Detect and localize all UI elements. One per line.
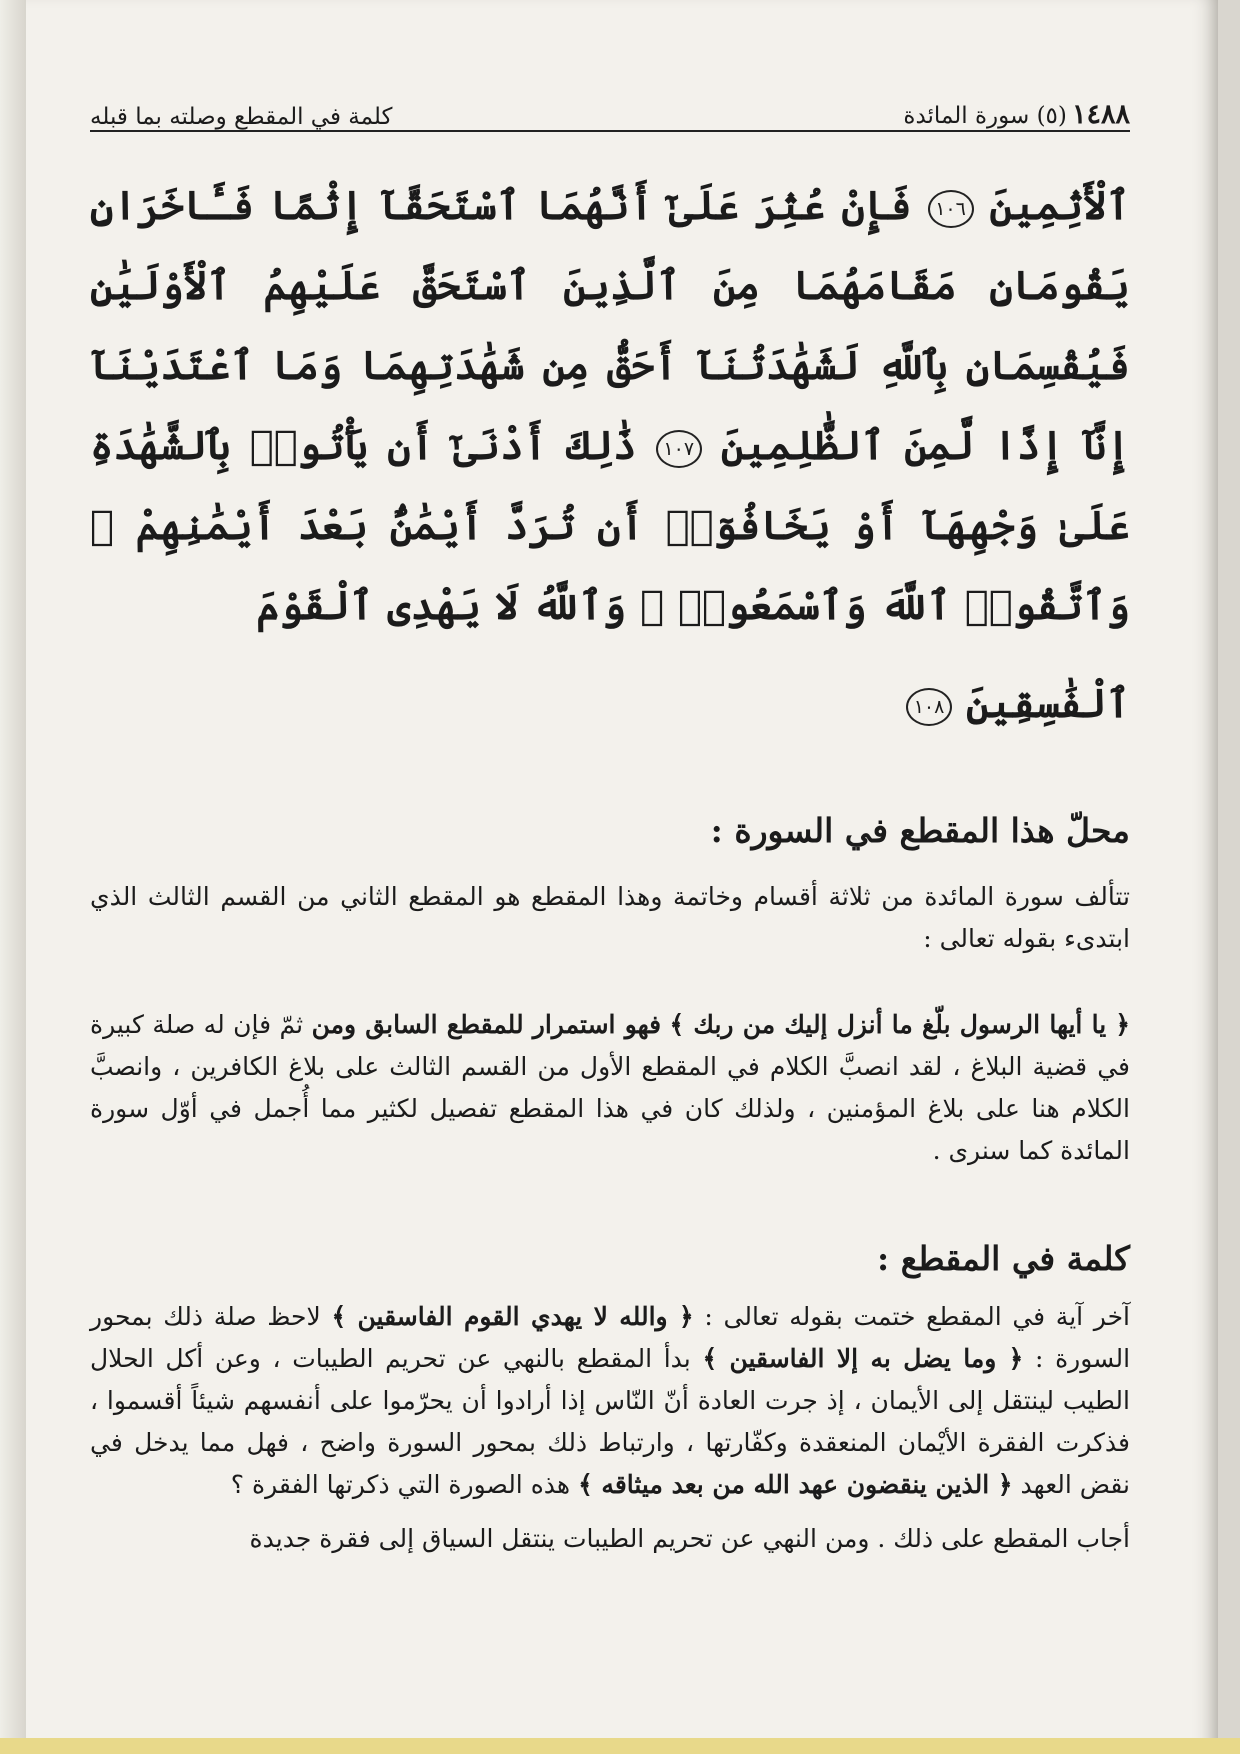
bold-text: فهو استمرار للمقطع السابق ومن [311, 1010, 662, 1039]
page-content [90, 86, 1130, 1560]
quran-text-block [90, 166, 1130, 744]
quran-quote: ﴿ وما يضل به إلا الفاسقين ﴾ [702, 1344, 1024, 1373]
ayah-number-107: ١٠٧ [656, 430, 702, 468]
quran-quote: ﴿ والله لا يهدي القوم الفاسقين ﴾ [331, 1302, 694, 1331]
quran-quote: ﴿ الذين ينقضون عهد الله من بعد ميثاقه ﴾ [578, 1470, 1013, 1499]
section-heading-word: كلمة في المقطع : [877, 1239, 1130, 1278]
page-bottom-edge [0, 1738, 1240, 1754]
quran-verses [90, 166, 1130, 646]
surah-label: (٥) سورة المائدة [903, 103, 1067, 129]
paragraph-structure: تتألف سورة المائدة من ثلاثة أقسام وخاتمة وهذا المقطع هو المقطع الثاني من القسم الثالث الذي ابتدىء بقوله تعالى : [90, 882, 1130, 953]
ayah-number-108: ١٠٨ [906, 688, 952, 726]
quran-verse-108: ذَٰلِكَ أَدْنَىٰٓ أَن يَأْتُوا۟ بِٱلشَّهَٰدَةِ عَلَىٰ وَجْهِهَآ أَوْ يَخَافُوٓا۟ أَن تُرَدَّ أَيْمَٰنٌۢ بَعْدَ أَيْمَٰنِهِمْ ۗ وَٱتَّقُوا۟ ٱللَّهَ وَٱسْمَعُوا۟ ۗ وَٱللَّهُ لَا يَهْدِى ٱلْقَوْمَ [90, 422, 1130, 629]
running-header [90, 86, 1130, 132]
section-title: كلمة في المقطع وصلته بما قبله [90, 104, 393, 130]
quran-fragment-end: ٱلْفَٰسِقِينَ [965, 680, 1130, 727]
body-text: آخر آية في المقطع ختمت بقوله تعالى : [704, 1302, 1130, 1331]
header-page-surah [903, 99, 1130, 130]
body-text: بدأ المقطع بالنهي عن تحريم الطيبات ، وعن أكل الحلال الطيب لينتقل إلى الأيمان ، إذ جرت العادة أنّ النّاس إذا أرادوا أن يحرّموا على أنفسهم شيئاً أقسموا ، فذكرت الفقرة الأيْمان المنعقدة وكفّارتها ، وارتباط ذلك بمحور السورة واضح ، فهل مما يدخل في نقض العهد [90, 1344, 1130, 1499]
quran-last-line [90, 664, 1130, 744]
quran-quote: ﴿ يا أيها الرسول بلّغ ما أنزل إليك من ربك ﴾ [669, 1010, 1130, 1039]
quran-verse-107: فَإِنْ عُثِرَ عَلَىٰٓ أَنَّهُمَا ٱسْتَحَقَّآ إِثْمًا فَـَٔاخَرَانِ يَقُومَانِ مَقَامَهُمَا مِنَ ٱلَّذِينَ ٱسْتَحَقَّ عَلَيْهِمُ ٱلْأَوْلَيَٰنِ فَيُقْسِمَانِ بِٱللَّهِ لَشَهَٰدَتُنَآ أَحَقُّ مِن شَهَٰدَتِهِمَا وَمَا ٱعْتَدَيْنَآ إِنَّآ إِذًا لَّمِنَ ٱلظَّٰلِمِينَ [90, 182, 1130, 469]
body-text: ثمّ فإن له صلة كبيرة في قضية البلاغ ، لقد انصبَّ الكلام في المقطع الأول من القسم الثالث على بلاغ الكافرين ، وانصبَّ الكلام هنا على بلاغ المؤمنين ، ولذلك كان في هذا المقطع تفصيل لكثير مما أُجمل في أوّل سورة المائدة كما سنرى . [90, 1010, 1130, 1165]
paragraph-analysis [90, 1296, 1130, 1506]
page-number: ١٤٨٨ [1071, 99, 1130, 130]
section-heading-location: محلّ هذا المقطع في السورة : [710, 811, 1130, 850]
ayah-number-106: ١٠٦ [928, 190, 974, 228]
body-text: لاحظ صلة ذلك بمحور السورة : [90, 1302, 1131, 1373]
paragraph-balagh [90, 1004, 1130, 1172]
page-gutter [0, 0, 26, 1754]
paragraph-last: أجاب المقطع على ذلك . ومن النهي عن تحريم الطيبات ينتقل السياق إلى فقرة جديدة [249, 1524, 1130, 1553]
quran-fragment: ٱلْأَثِمِينَ [989, 182, 1130, 229]
body-text: هذه الصورة التي ذكرتها الفقرة ؟ [230, 1470, 571, 1499]
